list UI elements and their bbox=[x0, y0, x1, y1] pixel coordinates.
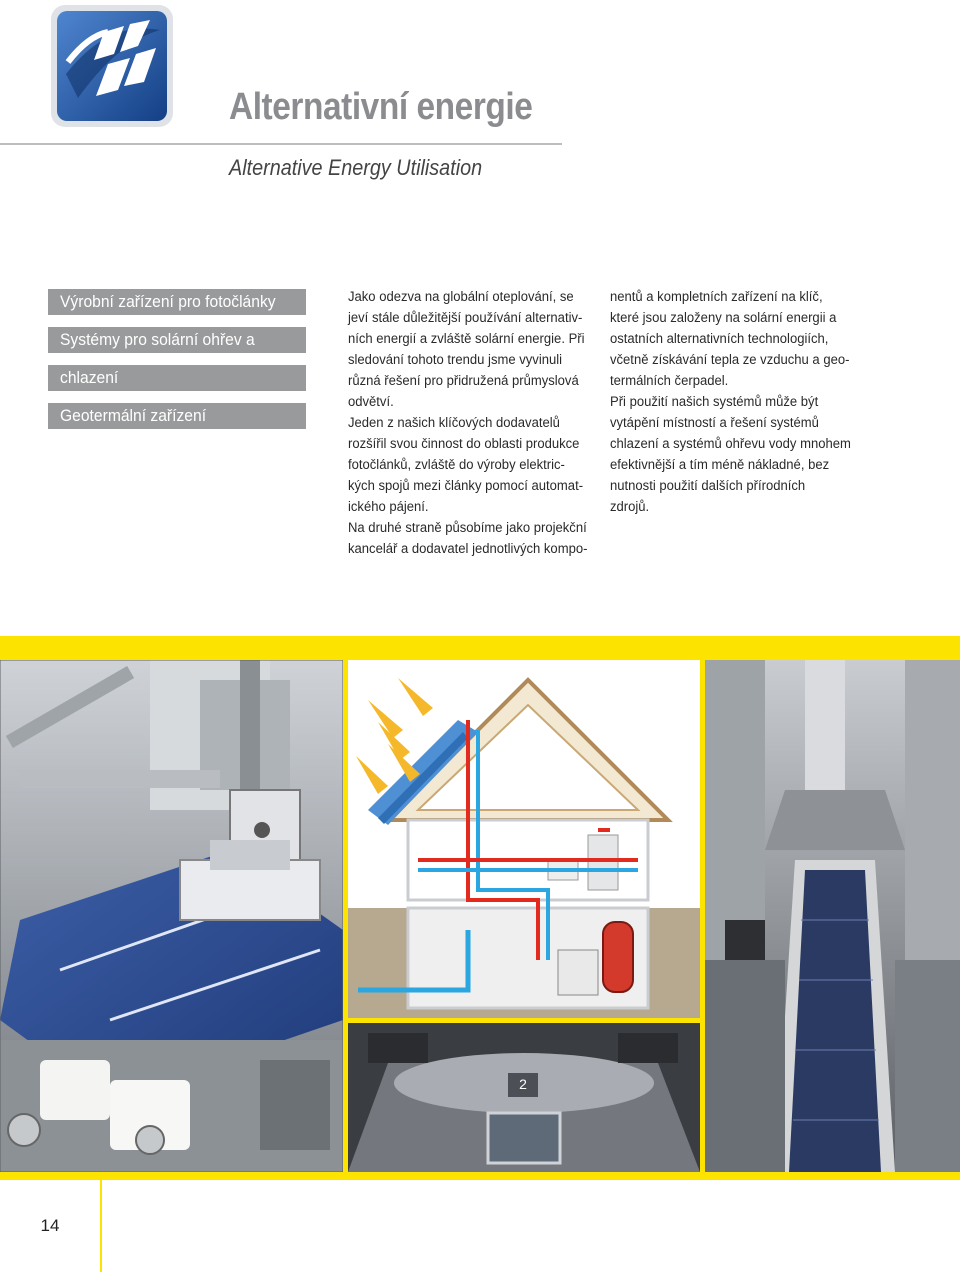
page-title: Alternativní energie bbox=[229, 86, 533, 128]
nav-item-photovoltaic[interactable]: Výrobní zařízení pro fotočlánky bbox=[48, 289, 306, 315]
text-line: zdrojů. bbox=[610, 499, 650, 515]
text-line: ních energií a zvláště solární energie. Při bbox=[348, 331, 585, 347]
body-column-2 bbox=[610, 287, 872, 518]
title-divider bbox=[0, 143, 562, 145]
footer-divider bbox=[0, 1178, 960, 1180]
photo-soldering-machine bbox=[0, 660, 343, 1172]
page-number: 14 bbox=[40, 1216, 60, 1235]
text-line: ického pájení. bbox=[348, 499, 429, 515]
photo-string-conveyor bbox=[705, 660, 960, 1172]
text-line: odvětví. bbox=[348, 394, 394, 410]
nav-item-solar-heating[interactable]: Systémy pro solární ohřev a bbox=[48, 327, 306, 353]
text-line: které jsou založeny na solární energii a bbox=[610, 310, 837, 326]
text-line: Na druhé straně působíme jako projekční bbox=[348, 520, 587, 536]
text-line: kých spojů mezi články pomocí automat- bbox=[348, 478, 584, 494]
station-number: 2 bbox=[519, 1076, 527, 1092]
page-subtitle: Alternative Energy Utilisation bbox=[229, 155, 483, 180]
text-line: ostatních alternativních technologiích, bbox=[610, 331, 829, 347]
text-line: sledování tohoto trendu jsme vyvinuli bbox=[348, 352, 563, 368]
text-line: fotočlánků, zvláště do výroby elektric- bbox=[348, 457, 565, 473]
photo-rotary-machine bbox=[348, 1023, 700, 1172]
text-line: rozšířil svou činnost do oblasti produkce bbox=[348, 436, 580, 452]
nav-item-geothermal[interactable]: Geotermální zařízení bbox=[48, 403, 306, 429]
text-line: chlazení a systémů ohřevu vody mnohem bbox=[610, 436, 851, 452]
diagram-house-heating bbox=[348, 660, 700, 1018]
text-line: vytápění místností a řešení systémů bbox=[610, 415, 819, 431]
nav-item-cooling[interactable]: chlazení bbox=[48, 365, 306, 391]
section-nav bbox=[48, 289, 306, 441]
text-line: různá řešení pro přidružená průmyslová bbox=[348, 373, 579, 389]
text-line: termálních čerpadel. bbox=[610, 373, 729, 389]
text-line: nentů a kompletních zařízení na klíč, bbox=[610, 289, 823, 305]
body-column-1 bbox=[348, 287, 610, 560]
company-logo bbox=[48, 2, 176, 130]
text-line: Jako odezva na globální oteplování, se bbox=[348, 289, 574, 305]
text-line: včetně získávání tepla ze vzduchu a geo- bbox=[610, 352, 850, 368]
text-line: kancelář a dodavatel jednotlivých kompo- bbox=[348, 541, 588, 557]
text-line: Jeden z našich klíčových dodavatelů bbox=[348, 415, 560, 431]
page-number-box bbox=[0, 1180, 102, 1272]
text-line: nutnosti použití dalších přírodních bbox=[610, 478, 806, 494]
text-line: jeví stále důležitější používání alternativ- bbox=[348, 310, 583, 326]
text-line: efektivnější a tím méně nákladné, bez bbox=[610, 457, 830, 473]
text-line: Při použití našich systémů může být bbox=[610, 394, 819, 410]
